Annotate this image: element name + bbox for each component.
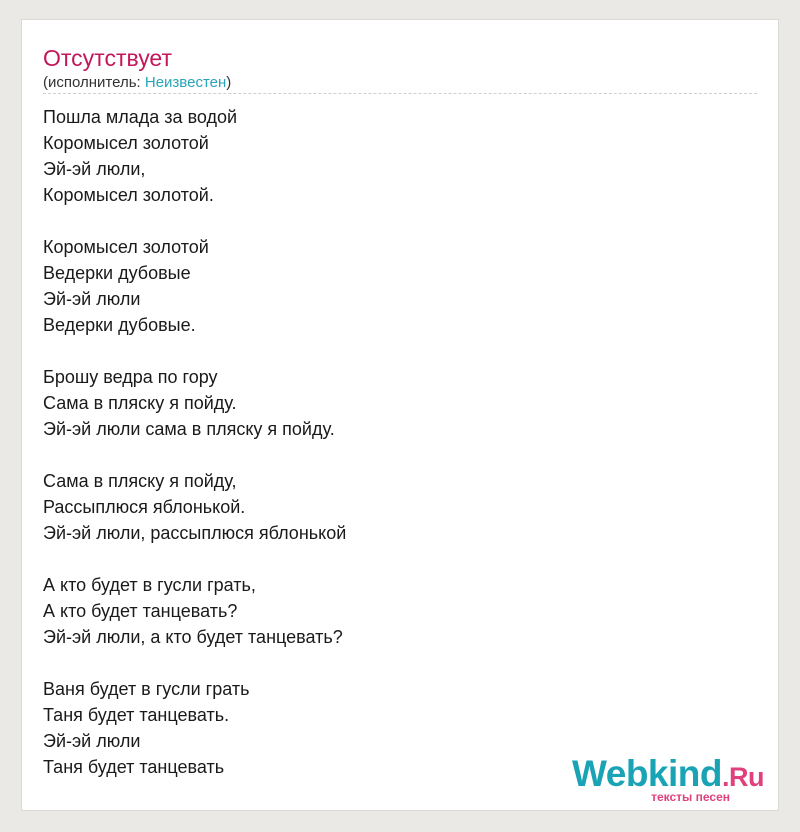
lyric-line: Таня будет танцевать. xyxy=(43,705,230,725)
site-logo[interactable] xyxy=(572,755,764,803)
lyrics-text xyxy=(43,104,743,780)
logo-tld-text: .Ru xyxy=(722,762,764,792)
lyric-line: А кто будет в гусли грать, xyxy=(43,575,256,595)
lyric-line: Эй-эй люли xyxy=(43,289,141,309)
song-title: Отсутствует xyxy=(43,45,172,71)
lyric-line: Сама в пляску я пойду, xyxy=(43,471,237,491)
lyric-line: Таня будет танцевать xyxy=(43,757,225,777)
performer-line xyxy=(43,74,231,92)
lyric-line: Коромысел золотой xyxy=(43,237,209,257)
lyric-line: Коромысел золотой. xyxy=(43,185,214,205)
lyric-line: Ваня будет в гусли грать xyxy=(43,679,250,699)
performer-prefix: (исполнитель: xyxy=(43,74,145,91)
stanza-break xyxy=(43,338,743,364)
lyric-line: Эй-эй люли xyxy=(43,731,141,751)
lyric-line: Брошу ведра по гору xyxy=(43,367,218,387)
stanza-break xyxy=(43,650,743,676)
lyric-line: Эй-эй люли, а кто будет танцевать? xyxy=(43,627,343,647)
logo-tagline: тексты песен xyxy=(651,790,730,804)
lyric-line: Ведерки дубовые. xyxy=(43,315,196,335)
stanza-break xyxy=(43,208,743,234)
lyric-line: Эй-эй люли, xyxy=(43,159,146,179)
lyric-line: Ведерки дубовые xyxy=(43,263,191,283)
performer-link[interactable]: Неизвестен xyxy=(144,74,227,91)
lyric-line: Эй-эй люли, рассыплюся яблонькой xyxy=(43,523,347,543)
stanza-break xyxy=(43,442,743,468)
lyric-line: Пошла млада за водой xyxy=(43,107,238,127)
lyric-line: Коромысел золотой xyxy=(43,133,209,153)
lyrics-card xyxy=(21,19,779,811)
divider xyxy=(43,93,757,94)
stanza-break xyxy=(43,546,743,572)
performer-suffix: ) xyxy=(226,74,232,91)
lyric-line: Сама в пляску я пойду. xyxy=(43,393,237,413)
lyric-line: Рассыплюся яблонькой. xyxy=(43,497,246,517)
lyric-line: Эй-эй люли сама в пляску я пойду. xyxy=(43,419,335,439)
logo-main-text: Webkind xyxy=(572,753,722,794)
lyric-line: А кто будет танцевать? xyxy=(43,601,238,621)
